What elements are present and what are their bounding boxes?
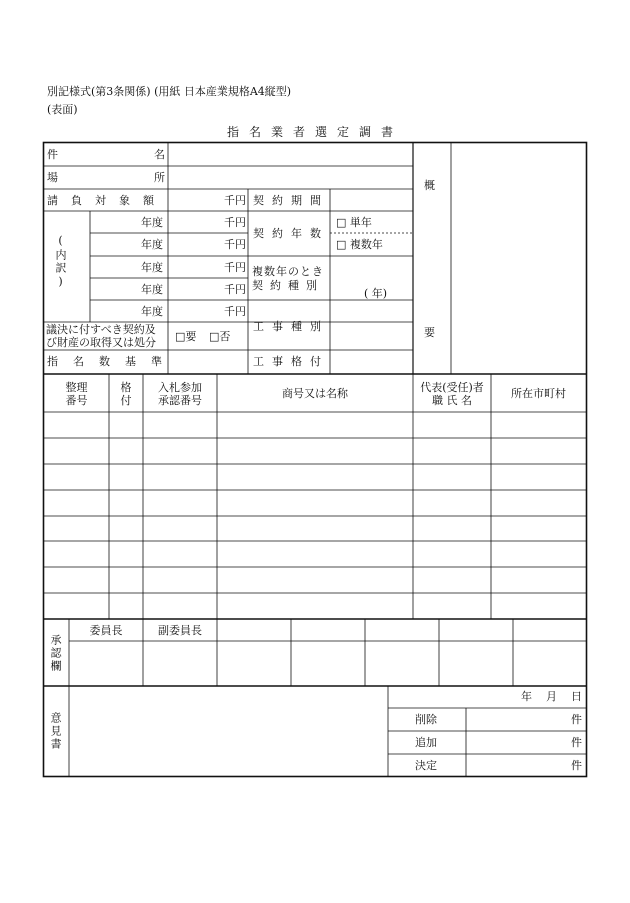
kenmei-spaced: 件名 bbox=[47, 148, 261, 161]
giketsu-label-1: 議決に付すべき契約及 bbox=[46, 323, 156, 336]
sakujo-label: 削除 bbox=[415, 713, 437, 726]
front-side-label: (表面) bbox=[47, 103, 78, 116]
fuku-iincho-label: 副委員長 bbox=[158, 624, 202, 637]
nendo-5: 年度 bbox=[141, 305, 163, 318]
giketsu-label-2: び財産の取得又は処分 bbox=[46, 336, 156, 349]
keiyaku-kikan-label: 契約期間 bbox=[253, 194, 329, 207]
gaiyo-label-1: 概 bbox=[424, 179, 435, 192]
fukusu-toki-label-2: 契約種別 bbox=[252, 279, 324, 292]
basho-label: 場所 bbox=[47, 171, 261, 184]
daihyo-header-2: 職 氏 名 bbox=[432, 394, 472, 407]
kaku-header-1: 格 bbox=[120, 381, 132, 394]
tsuika-label: 追加 bbox=[415, 736, 437, 749]
uchiwake-label: (内訳) bbox=[54, 234, 67, 290]
ukeoi-unit: 千円 bbox=[224, 194, 246, 207]
ukeoi-label: 請負対象額 bbox=[47, 194, 167, 207]
nyusatsu-header-1: 入札参加 bbox=[158, 381, 202, 394]
hi-checkbox[interactable]: □否 bbox=[209, 330, 231, 343]
nen-paren: ( 年) bbox=[364, 287, 388, 300]
approval-label: 承認欄 bbox=[49, 634, 62, 673]
nendo-4: 年度 bbox=[141, 283, 163, 296]
iincho-label: 委員長 bbox=[89, 624, 123, 637]
senen-2: 千円 bbox=[224, 238, 246, 251]
seiri-header-2: 番号 bbox=[65, 394, 88, 407]
page-title: 指名業者選定調書 bbox=[226, 125, 403, 139]
sakujo-unit: 件 bbox=[571, 713, 582, 726]
kettei-label: 決定 bbox=[415, 759, 437, 772]
nendo-2: 年度 bbox=[141, 238, 163, 251]
shimei-kijun-label: 指名数基準 bbox=[47, 355, 177, 368]
keiyaku-nensu-label: 契約年数 bbox=[253, 227, 329, 240]
form-style-note: 別記様式(第3条関係) (用紙 日本産業規格A4縦型) bbox=[47, 85, 292, 98]
koji-kakuzuke-label: 工事格付 bbox=[253, 355, 329, 368]
gaiyo-label-2: 要 bbox=[424, 326, 435, 339]
senen-1: 千円 bbox=[224, 216, 246, 229]
seiri-header-1: 整理 bbox=[65, 381, 88, 394]
fukusunen-checkbox[interactable]: □ 複数年 bbox=[336, 238, 383, 251]
senen-4: 千円 bbox=[224, 283, 246, 296]
yo-checkbox[interactable]: □要 bbox=[175, 330, 197, 343]
fukusu-toki-label-1: 複数年のとき bbox=[252, 265, 324, 278]
shogo-header: 商号又は名称 bbox=[282, 387, 348, 400]
tannen-checkbox[interactable]: □ 単年 bbox=[336, 216, 372, 229]
koji-shubetsu-label: 工事種別 bbox=[253, 320, 329, 333]
senen-3: 千円 bbox=[224, 261, 246, 274]
opinion-date: 年 月 日 bbox=[521, 690, 582, 703]
opinion-label: 意見書 bbox=[49, 712, 62, 751]
shozai-header: 所在市町村 bbox=[511, 387, 566, 400]
tsuika-unit: 件 bbox=[571, 736, 582, 749]
nendo-1: 年度 bbox=[141, 216, 163, 229]
kaku-header-2: 付 bbox=[120, 394, 132, 407]
daihyo-header-1: 代表(受任)者 bbox=[420, 381, 484, 394]
nendo-3: 年度 bbox=[141, 261, 163, 274]
kettei-unit: 件 bbox=[571, 759, 582, 772]
nyusatsu-header-2: 承認番号 bbox=[158, 394, 202, 407]
senen-5: 千円 bbox=[224, 305, 246, 318]
